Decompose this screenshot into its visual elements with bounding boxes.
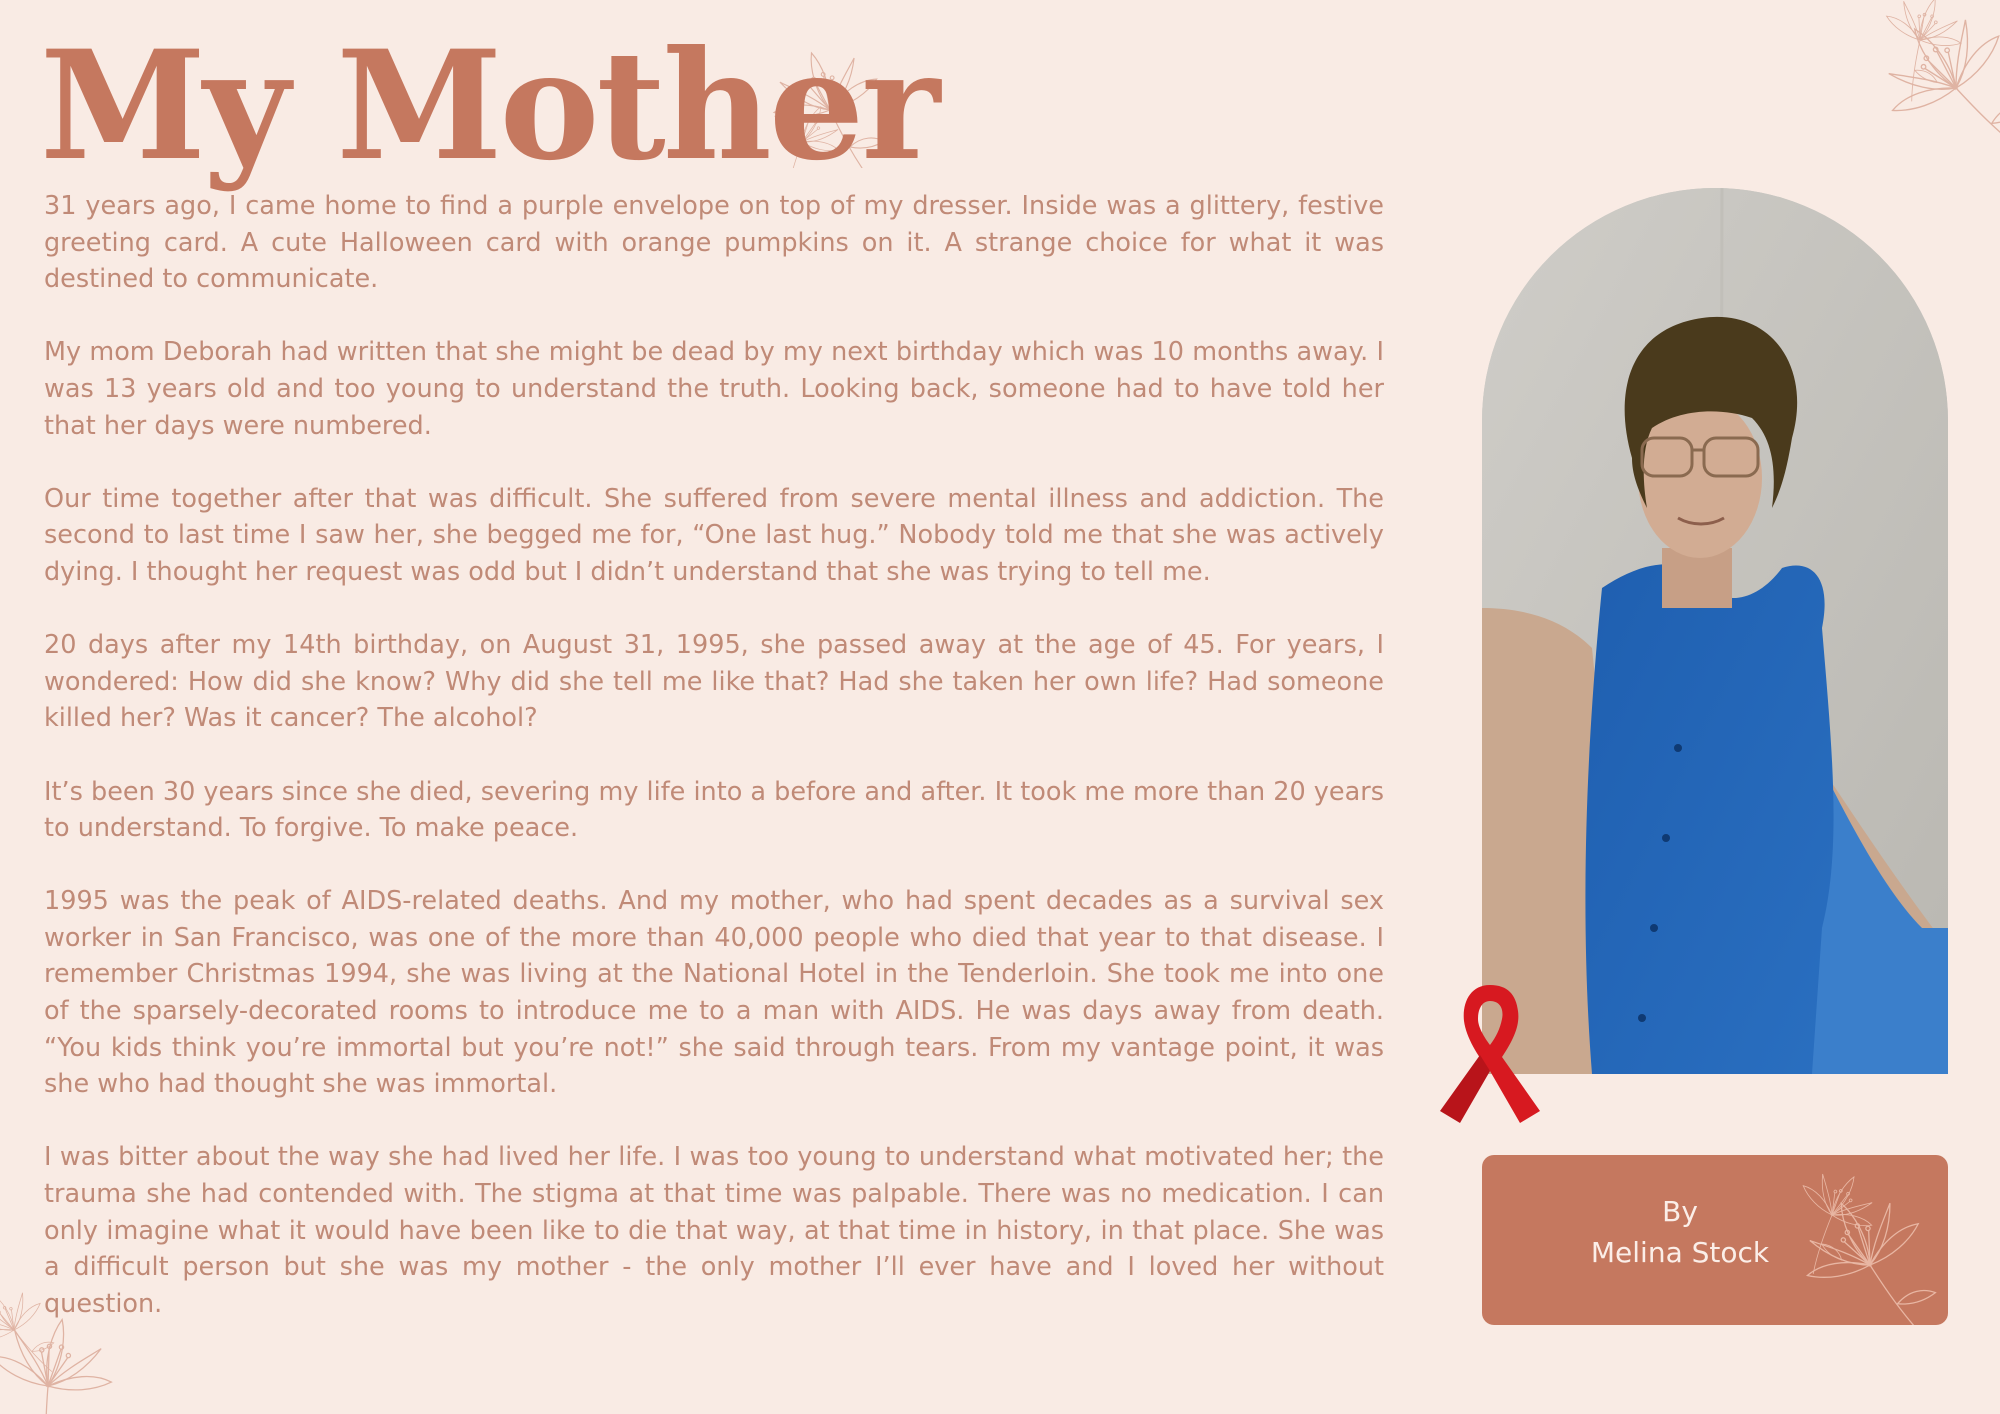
byline-card	[1482, 1155, 1948, 1325]
paragraph: It’s been 30 years since she died, severing my life into a before and after. It took me more than 20 years to understand. To forgive. To make peace.	[44, 776, 1384, 844]
awareness-ribbon-icon	[1430, 975, 1550, 1135]
byline-text	[1482, 1191, 1878, 1273]
paragraph: My mom Deborah had written that she might be dead by my next birthday which was 10 months away. I was 13 years old and too young to understand the truth. Looking back, someone had to have told her that her days were numbered.	[44, 337, 1384, 441]
page-title: My Mother	[40, 18, 938, 194]
paragraph: I was bitter about the way she had lived her life. I was too young to understand what motivated her; the trauma she had contended with. The stigma at that time was palpable. There was no medication. I can only imagine what it would have been like to die that way, at that time in history, in that place. She was a difficult person but she was my mother - the only mother I’ll ever have and I loved her without question.	[44, 1142, 1384, 1319]
article-body	[44, 188, 1384, 1359]
lily-flower-icon	[1860, 0, 2000, 170]
author-name: Melina Stock	[1590, 1236, 1770, 1269]
mother-photo	[1482, 188, 1948, 1074]
paragraph: 20 days after my 14th birthday, on August 31, 1995, she passed away at the age of 45. For years, I wondered: How did she know? Why did she tell me like that? Had she taken her own life? Had someone killed her? Was it cancer? The alcohol?	[44, 630, 1384, 734]
paragraph: 31 years ago, I came home to find a purple envelope on top of my dresser. Inside was a glittery, festive greeting card. A cute Halloween card with orange pumpkins on it. A strange choice for what it was destined to communicate.	[44, 191, 1384, 295]
paragraph: 1995 was the peak of AIDS-related deaths. And my mother, who had spent decades as a survival sex worker in San Francisco, was one of the more than 40,000 people who died that year to that disease. I remember Christmas 1994, she was living at the National Hotel in the Tenderloin. She took me into one of the sparsely-decorated rooms to introduce me to a man with AIDS. He was days away from death. “You kids think you’re immortal but you’re not!” she said through tears. From my vantage point, it was she who had thought she was immortal.	[44, 886, 1384, 1100]
paragraph: Our time together after that was difficult. She suffered from severe mental illness and addiction. The second to last time I saw her, she begged me for, “One last hug.” Nobody told me that she was actively dying. I thought her request was odd but I didn’t understand that she was trying to tell me.	[44, 483, 1384, 587]
byline-by: By	[1662, 1195, 1698, 1228]
